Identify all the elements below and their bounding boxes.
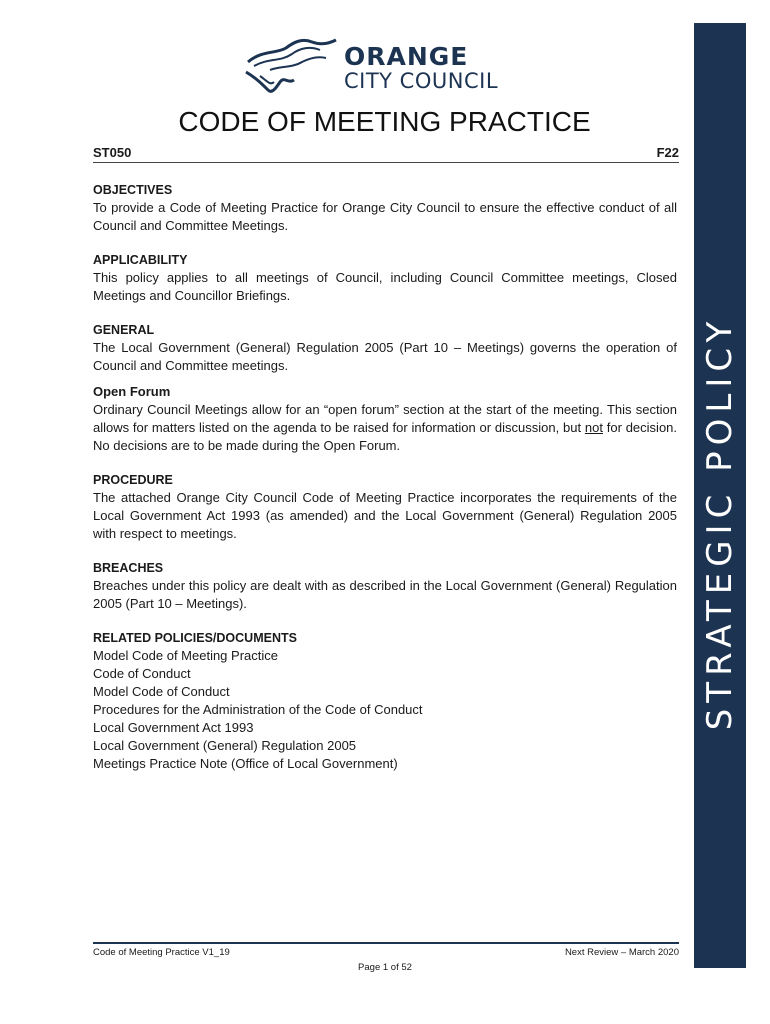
footer-divider [93,942,679,944]
section-text: Breaches under this policy are dealt with as described in the Local Government (General) Regulation 2005 (Part 10 – Meetings). [93,578,677,611]
open-forum-text-a: Ordinary Council Meetings allow for an “open forum” section at the start of the meeting. This section allows for matters listed on the agenda to be raised for information or discussion, but [93,402,677,435]
page-title: CODE OF MEETING PRACTICE [178,106,591,137]
document-body [93,181,677,789]
strategic-policy-sidebar [694,23,746,968]
file-reference: F22 [656,145,679,160]
orange-city-council-logo-icon [240,32,340,102]
section-related-documents [93,629,677,773]
section-heading: GENERAL [93,323,155,337]
section-text: The Local Government (General) Regulation 2005 (Part 10 – Meetings) governs the operation of Council and Committee meetings. [93,340,677,373]
section-procedure [93,471,677,543]
section-heading: OBJECTIVES [93,183,173,197]
logo-text-orange: ORANGE [344,42,469,71]
section-text: To provide a Code of Meeting Practice for Orange City Council to ensure the effective conduct of all Council and Committee Meetings. [93,200,677,233]
section-heading: BREACHES [93,561,164,575]
related-document-item: Model Code of Conduct [93,684,230,699]
footer-next-review: Next Review – March 2020 [564,947,679,958]
related-document-item: Model Code of Meeting Practice [93,648,278,663]
related-document-item: Procedures for the Administration of the Code of Conduct [93,702,423,717]
section-general [93,321,677,375]
section-breaches [93,559,677,613]
council-logo [240,32,540,102]
open-forum-underlined-word: not [584,420,603,435]
section-heading: RELATED POLICIES/DOCUMENTS [93,631,297,645]
open-forum-text-b: for decision. No decisions are to be made during the Open Forum. [93,420,678,453]
related-document-item: Local Government Act 1993 [93,720,254,735]
section-open-forum [93,383,677,455]
related-document-item: Code of Conduct [93,666,191,681]
section-heading: APPLICABILITY [93,253,188,267]
subsection-heading: Open Forum [93,384,171,399]
page-number: Page 1 of 52 [358,962,412,973]
section-text: The attached Orange City Council Code of Meeting Practice incorporates the requirements of the Local Government Act 1993 (as amended) and the Local Government (General) Regulation 2005 with respect to meetings. [93,490,677,541]
footer-document-version: Code of Meeting Practice V1_19 [93,947,230,958]
section-applicability [93,251,677,305]
policy-code: ST050 [93,145,132,160]
section-text [93,401,677,455]
related-document-item: Meetings Practice Note (Office of Local Government) [93,756,398,771]
related-document-item: Local Government (General) Regulation 2005 [93,738,357,753]
logo-text-city-council: CITY COUNCIL [344,69,499,93]
section-objectives [93,181,677,235]
section-text: This policy applies to all meetings of Council, including Council Committee meetings, Closed Meetings and Councillor Briefings. [93,270,677,303]
document-code-row [93,145,679,163]
section-heading: PROCEDURE [93,473,173,487]
sidebar-label: STRATEGIC POLICY [700,315,740,731]
